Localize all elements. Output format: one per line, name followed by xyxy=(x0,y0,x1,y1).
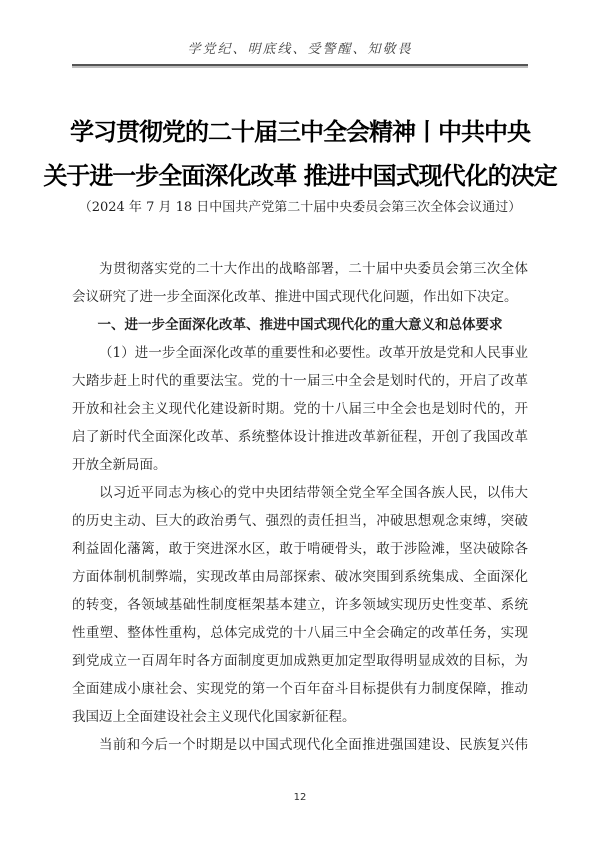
text-line: 我国迈上全面建设社会主义现代化国家新征程。 xyxy=(72,709,356,725)
header-rule xyxy=(72,64,528,68)
text-line: 利益固化藩篱，敢于突进深水区，敢于啃硬骨头，敢于涉险滩，坚决破除各 xyxy=(72,541,528,557)
header-rule-light-line xyxy=(72,66,528,68)
document-subtitle: （2024 年 7 月 18 日中国共产党第二十届中央委员会第三次全体会议通过） xyxy=(78,200,522,215)
document-title xyxy=(0,110,600,198)
document-body xyxy=(72,255,528,759)
text-line: 开放全新局面。 xyxy=(72,457,167,473)
text-line: 性重塑、整体性重构，总体完成党的十八届三中全会确定的改革任务，实现 xyxy=(72,625,528,641)
text-line: 一、进一步全面深化改革、推进中国式现代化的重大意义和总体要求 xyxy=(97,317,503,333)
page-header xyxy=(0,38,600,68)
text-line: 以习近平同志为核心的党中央团结带领全党全军全国各族人民，以伟大 xyxy=(99,485,528,501)
text-line: 的转变，各领域基础性制度框架基本建立，许多领域实现历史性变革、系统 xyxy=(72,597,528,613)
text-line: 的历史主动、巨大的政治勇气、强烈的责任担当，冲破思想观念束缚，突破 xyxy=(72,513,528,529)
paragraph xyxy=(72,339,528,479)
text-line: （1）进一步全面深化改革的重要性和必要性。改革开放是党和人民事业 xyxy=(99,345,528,361)
document-title-line-2: 关于进一步全面深化改革 推进中国式现代化的决定 xyxy=(43,161,557,190)
text-line: 大踏步赶上时代的重要法宝。党的十一届三中全会是划时代的，开启了改革 xyxy=(72,373,528,389)
paragraph xyxy=(72,731,528,759)
text-line: 方面体制机制弊端，实现改革由局部探索、破冰突围到系统集成、全面深化 xyxy=(72,569,528,585)
text-line: 全面建成小康社会、实现党的第一个百年奋斗目标提供有力制度保障，推动 xyxy=(72,681,528,697)
document-title-line-1: 学习贯彻党的二十届三中全会精神丨中共中央 xyxy=(70,117,530,146)
text-line: 到党成立一百周年时各方面制度更加成熟更加定型取得明显成效的目标，为 xyxy=(72,653,528,669)
section-heading xyxy=(72,311,528,339)
paragraph xyxy=(72,479,528,731)
page-number: 12 xyxy=(293,792,307,803)
text-line: 当前和今后一个时期是以中国式现代化全面推进强国建设、民族复兴伟 xyxy=(99,737,528,753)
paragraph xyxy=(72,255,528,311)
text-line: 会议研究了进一步全面深化改革、推进中国式现代化问题，作出如下决定。 xyxy=(72,289,518,305)
header-motto: 学党纪、明底线、受警醒、知敬畏 xyxy=(187,42,413,57)
text-line: 开放和社会主义现代化建设新时期。党的十八届三中全会也是划时代的，开 xyxy=(72,401,528,417)
text-line: 为贯彻落实党的二十大作出的战略部署，二十届中央委员会第三次全体 xyxy=(99,261,528,277)
text-line: 启了新时代全面深化改革、系统整体设计推进改革新征程，开创了我国改革 xyxy=(72,429,528,445)
